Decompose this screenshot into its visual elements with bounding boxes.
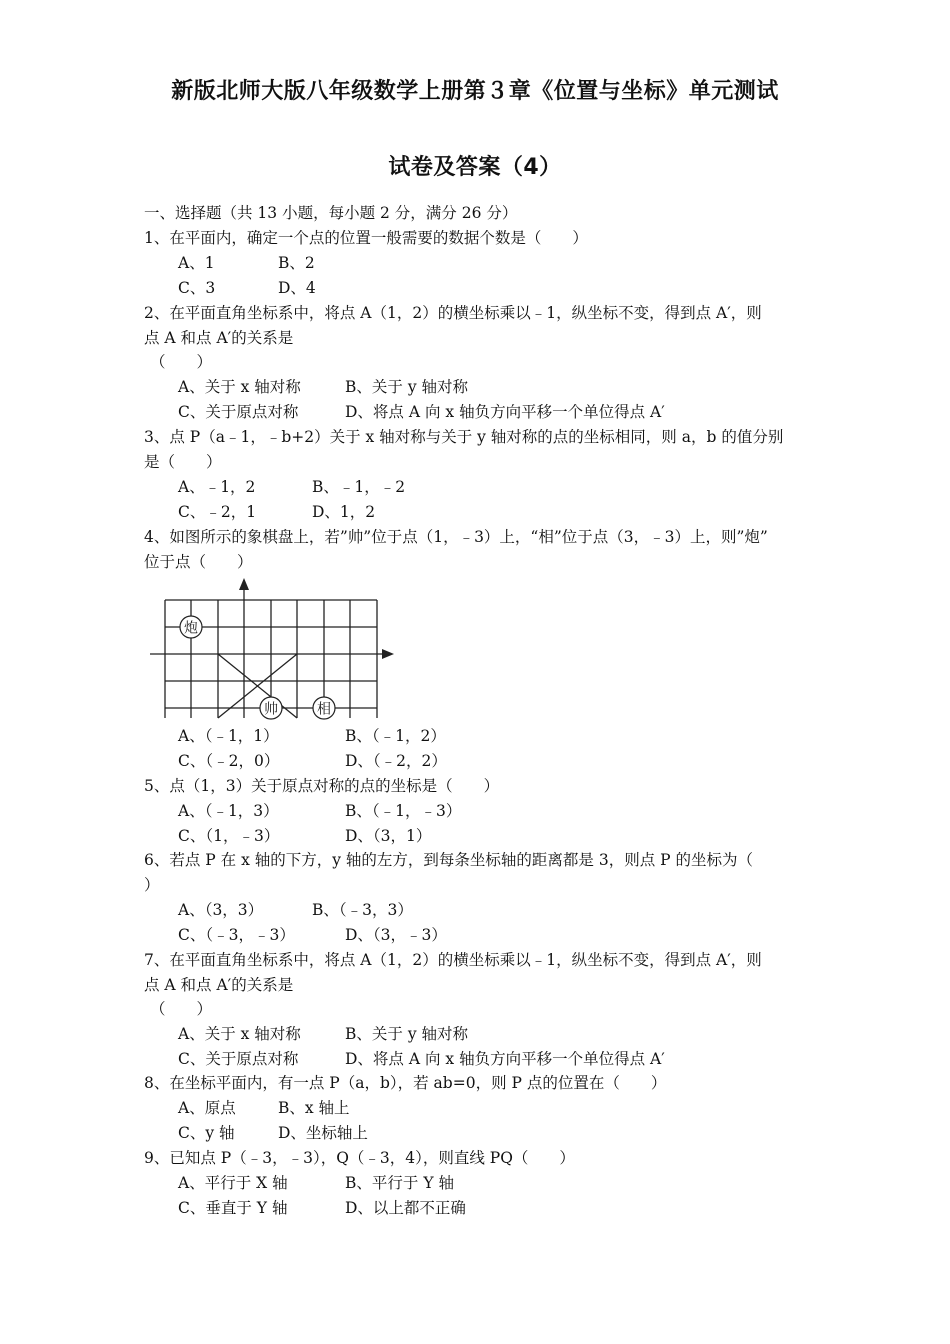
q9-option-b: B、平行于 Y 轴: [345, 1174, 454, 1192]
q8-option-b: B、x 轴上: [278, 1099, 350, 1117]
q1-option-a: A、1: [178, 254, 215, 272]
q5-option-a: A、（﹣1，3）: [178, 802, 279, 820]
section-heading: 一、选择题（共 13 小题，每小题 2 分，满分 26 分）: [144, 204, 518, 222]
q4-stem-line-1: 4、如图所示的象棋盘上，若”帅”位于点（1，﹣3）上，“相”位于点（3，﹣3）上，则”炮”: [144, 528, 768, 546]
q8-option-a: A、原点: [178, 1099, 236, 1117]
q2-option-c: C、关于原点对称: [178, 403, 299, 421]
q8-stem: 8、在坐标平面内，有一点 P（a，b），若 ab=0，则 P 点的位置在（ ）: [144, 1074, 667, 1092]
q2-option-a: A、关于 x 轴对称: [178, 378, 301, 396]
q7-answer-bracket: （ ）: [150, 1000, 213, 1018]
piece-xiang-label: 相: [317, 701, 331, 718]
q2-answer-bracket: （ ）: [150, 353, 213, 371]
y-axis-arrow: [239, 578, 249, 590]
page-title-line-2: 试卷及答案（4）: [388, 155, 562, 180]
q2-stem-line-2: 点 A 和点 A′的关系是: [144, 329, 294, 347]
q6-option-c: C、（﹣3，﹣3）: [178, 926, 295, 944]
q7-option-b: B、关于 y 轴对称: [345, 1025, 469, 1043]
piece-shuai-label: 帅: [264, 701, 278, 718]
q6-stem-line-2: ）: [144, 876, 160, 894]
q8-option-d: D、坐标轴上: [278, 1124, 368, 1142]
q7-option-c: C、关于原点对称: [178, 1050, 299, 1068]
q3-stem-line-1: 3、点 P（a﹣1，﹣b+2）关于 x 轴对称与关于 y 轴对称的点的坐标相同，则 a，b 的值分别: [144, 428, 784, 446]
q1-option-b: B、2: [278, 254, 315, 272]
q5-stem: 5、点（1，3）关于原点对称的点的坐标是（ ）: [144, 777, 500, 795]
q3-option-d: D、1，2: [312, 503, 376, 521]
q5-option-b: B、（﹣1，﹣3）: [345, 802, 462, 820]
q7-option-a: A、关于 x 轴对称: [178, 1025, 301, 1043]
piece-shuai: [260, 697, 282, 719]
q1-option-c: C、3: [178, 279, 216, 297]
q6-stem-line-1: 6、若点 P 在 x 轴的下方，y 轴的左方，到每条坐标轴的距离都是 3，则点 P 的坐标为（: [144, 851, 753, 869]
q9-option-a: A、平行于 X 轴: [178, 1174, 288, 1192]
q9-option-c: C、垂直于 Y 轴: [178, 1199, 288, 1217]
q7-stem-line-2: 点 A 和点 A′的关系是: [144, 976, 294, 994]
q6-option-b: B、（﹣3，3）: [312, 901, 413, 919]
chessboard-figure: [150, 578, 400, 724]
q4-option-d: D、（﹣2，2）: [345, 752, 447, 770]
page-title-line-1: 新版北师大版八年级数学上册第３章《位置与坐标》单元测试: [171, 79, 779, 104]
q7-stem-line-1: 7、在平面直角坐标系中，将点 A（1，2）的横坐标乘以﹣1，纵坐标不变，得到点 A′，则: [144, 951, 762, 969]
q1-option-d: D、4: [278, 279, 316, 297]
q4-option-a: A、（﹣1，1）: [178, 727, 279, 745]
q4-stem-line-2: 位于点（ ）: [144, 553, 253, 571]
q9-option-d: D、以上都不正确: [345, 1199, 466, 1217]
q7-option-d: D、将点 A 向 x 轴负方向平移一个单位得点 A′: [345, 1050, 665, 1068]
piece-pao: [180, 616, 202, 638]
q6-option-a: A、（3，3）: [178, 901, 264, 919]
q9-stem: 9、已知点 P（﹣3，﹣3），Q（﹣3，4），则直线 PQ（ ）: [144, 1149, 575, 1167]
piece-pao-label: 炮: [184, 620, 198, 637]
q1-stem: 1、在平面内，确定一个点的位置一般需要的数据个数是（ ）: [144, 229, 588, 247]
q3-option-b: B、﹣1，﹣2: [312, 478, 406, 496]
q2-option-b: B、关于 y 轴对称: [345, 378, 469, 396]
q3-option-c: C、﹣2，1: [178, 503, 257, 521]
q3-option-a: A、﹣1，2: [178, 478, 256, 496]
q5-option-d: D、（3，1）: [345, 827, 432, 845]
q3-stem-line-2: 是（ ）: [144, 453, 222, 471]
q6-option-d: D、（3，﹣3）: [345, 926, 447, 944]
q4-option-b: B、（﹣1，2）: [345, 727, 446, 745]
q2-stem-line-1: 2、在平面直角坐标系中，将点 A（1，2）的横坐标乘以﹣1，纵坐标不变，得到点 A′，则: [144, 304, 762, 322]
q2-option-d: D、将点 A 向 x 轴负方向平移一个单位得点 A′: [345, 403, 665, 421]
q8-option-c: C、y 轴: [178, 1124, 235, 1142]
piece-xiang: [313, 697, 335, 719]
q4-option-c: C、（﹣2，0）: [178, 752, 280, 770]
x-axis-arrow: [382, 649, 394, 659]
q5-option-c: C、（1，﹣3）: [178, 827, 280, 845]
